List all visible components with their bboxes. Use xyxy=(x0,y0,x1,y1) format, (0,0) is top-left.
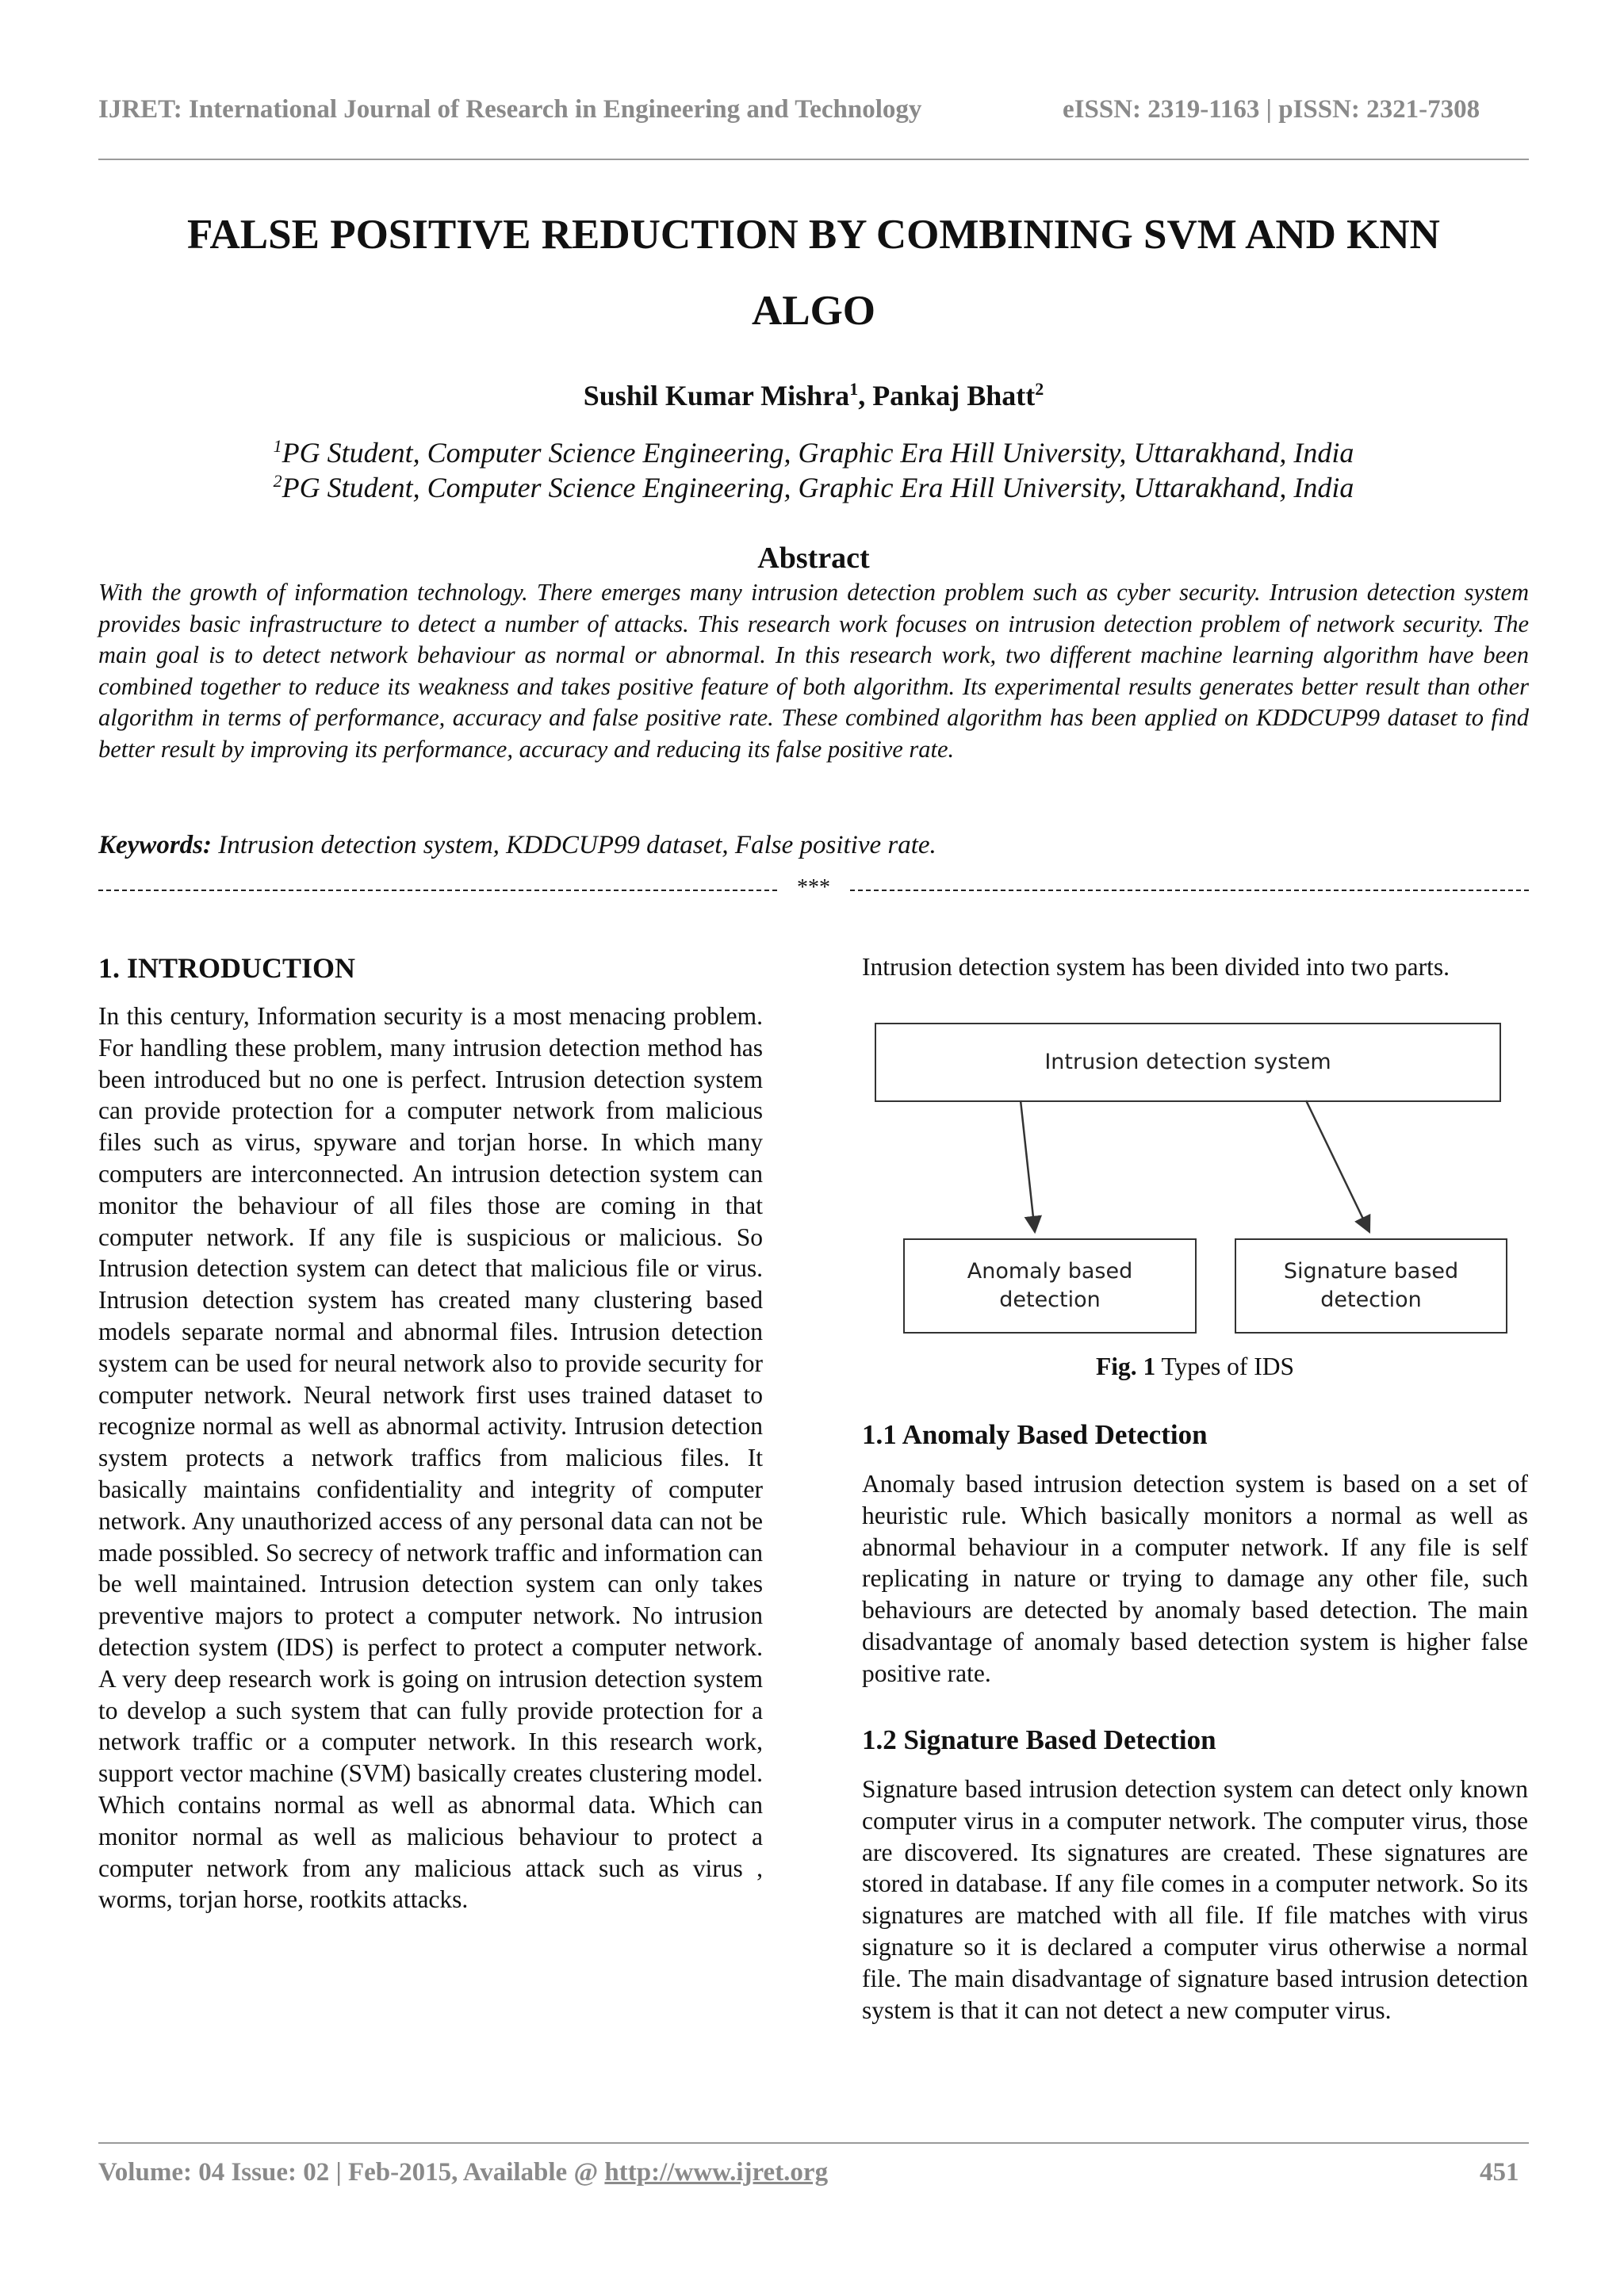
affiliation-2 xyxy=(98,471,1529,504)
box-left-line-1: Anomaly based xyxy=(967,1259,1133,1284)
arrow-to-signature xyxy=(1306,1100,1369,1232)
section-1-1-heading: 1.1 Anomaly Based Detection xyxy=(862,1419,1208,1450)
affiliation-1-text: PG Student, Computer Science Engineering, Graphic Era Hill University, Uttarakhand, India xyxy=(282,437,1354,469)
intro-heading: 1. INTRODUCTION xyxy=(98,952,356,984)
box-right-line-1: Signature based xyxy=(1283,1259,1459,1284)
section-1-2-heading: 1.2 Signature Based Detection xyxy=(862,1724,1216,1755)
page-number: 451 xyxy=(1480,2158,1519,2187)
keywords-text: Intrusion detection system, KDDCUP99 dataset, False positive rate. xyxy=(212,831,936,859)
author-separator: , xyxy=(858,380,873,411)
author-2: Pankaj Bhatt xyxy=(872,380,1036,411)
section-separator xyxy=(98,875,1529,904)
figure-caption-text: Types of IDS xyxy=(1155,1353,1295,1380)
author-1: Sushil Kumar Mishra xyxy=(583,380,850,411)
arrow-to-anomaly xyxy=(1021,1100,1035,1232)
affiliation-2-text: PG Student, Computer Science Engineering, Graphic Era Hill University, Uttarakhand, India xyxy=(282,472,1354,503)
intro-text: In this century, Information security is a most menacing problem. For handling these problem, many intrusion detection method has been introduced but no one is perfect. Intrusion detection system can provide protection for a computer network from malicious files such as virus, spyware and torjan horse. In which many computers are interconnected. An intrusion detection system can monitor the behaviour of all files those are coming in that computer network. If any file is suspicious or malicious. So Intrusion detection system can detect that malicious file or virus. Intrusion detection system has created many clustering based models separate normal and abnormal files. Intrusion detection system can be used for neural network also to provide security for computer network. Neural network first uses trained dataset to recognize normal as well as abnormal activity. Intrusion detection system protects a network traffics from malicious files. It basically maintains confidentiality and integrity of computer network. Any unauthorized access of any personal data can not be made possibled. So secrecy of network traffic and information can be well maintained. Intrusion detection system can only takes preventive majors to protect a computer network. No intrusion detection system (IDS) is perfect to protect a computer network. A very deep research work is going on intrusion detection system to develop a such system that can fully provide protection for a network traffic or a computer network. In this research work, support vector machine (SVM) basically creates clustering model. Which contains normal as well as abnormal data. Which can monitor normal as well as malicious behaviour to protect a computer network from any malicious attack such as virus , worms, torjan horse, rootkits attacks. xyxy=(98,1002,763,1914)
affiliation-1 xyxy=(98,436,1529,469)
title-line-1: FALSE POSITIVE REDUCTION BY COMBINING SVM AND KNN xyxy=(187,212,1440,258)
keywords xyxy=(98,831,1529,860)
authors xyxy=(98,379,1529,412)
box-right-line-2: detection xyxy=(1320,1288,1422,1312)
figure-caption xyxy=(862,1353,1528,1381)
figure-caption-label: Fig. 1 xyxy=(1095,1353,1156,1380)
affiliation-1-sup: 1 xyxy=(273,436,282,456)
paper-title xyxy=(98,197,1529,349)
figure-ids-types xyxy=(862,1001,1528,1365)
separator-dash-right xyxy=(850,890,1529,891)
separator-stars: *** xyxy=(797,875,830,900)
author-2-sup: 2 xyxy=(1035,379,1044,399)
issn-info: eISSN: 2319-1163 | pISSN: 2321-7308 xyxy=(1063,95,1480,124)
abstract-text: With the growth of information technology. There emerges many intrusion detection problem such as cyber security. Intrusion detection system provides basic infrastructure to detect a number of attacks. This research work focuses on intrusion detection problem of network security. The main goal is to detect network behaviour as normal or abnormal. In this research work, two different machine learning algorithm have been combined together to reduce its weakness and takes positive feature of both algorithm. Its experimental results generates better result than other algorithm in terms of performance, accuracy and false positive rate. These combined algorithm has been applied on KDDCUP99 dataset to find better result by improving its performance, accuracy and reducing its false positive rate. xyxy=(98,579,1529,763)
box-left-line-2: detection xyxy=(999,1288,1101,1312)
keywords-label: Keywords: xyxy=(98,831,212,859)
separator-dash-left xyxy=(98,890,777,891)
affiliation-2-sup: 2 xyxy=(273,471,282,491)
section-1-2-text: Signature based intrusion detection system can detect only known computer virus in a computer network. The computer virus, those are discovered. Its signatures are created. These signatures are stored in database. If any file comes in a computer network. So its signatures are matched with all file. If file matches with virus signature so it is declared a computer virus otherwise a normal file. The main disadvantage of signature based intrusion detection system is that it can not detect a new computer virus. xyxy=(862,1775,1528,2024)
footer-volume-text: Volume: 04 Issue: 02 | Feb-2015, Available @ xyxy=(98,2158,605,2187)
author-1-sup: 1 xyxy=(849,379,859,399)
right-intro-text: Intrusion detection system has been divided into two parts. xyxy=(862,953,1450,981)
box-top-label: Intrusion detection system xyxy=(1044,1050,1331,1074)
figure-arrows xyxy=(862,1001,1528,1365)
title-line-2: ALGO xyxy=(751,288,876,334)
abstract-heading: Abstract xyxy=(757,541,870,575)
section-1-1-text: Anomaly based intrusion detection system is based on a set of heuristic rule. Which basically monitors a normal as well as abnormal behaviour in a computer network. If any file is self replicating in nature or trying to damage any other file, such behaviours are detected by anomaly based detection. The main disadvantage of anomaly based detection system is higher false positive rate. xyxy=(862,1470,1528,1687)
header-divider xyxy=(98,159,1529,160)
footer-volume xyxy=(98,2158,828,2187)
journal-name: IJRET: International Journal of Research in Engineering and Technology xyxy=(98,95,922,124)
footer-url-link[interactable]: http://www.ijret.org xyxy=(604,2158,829,2187)
footer-divider xyxy=(98,2142,1529,2144)
